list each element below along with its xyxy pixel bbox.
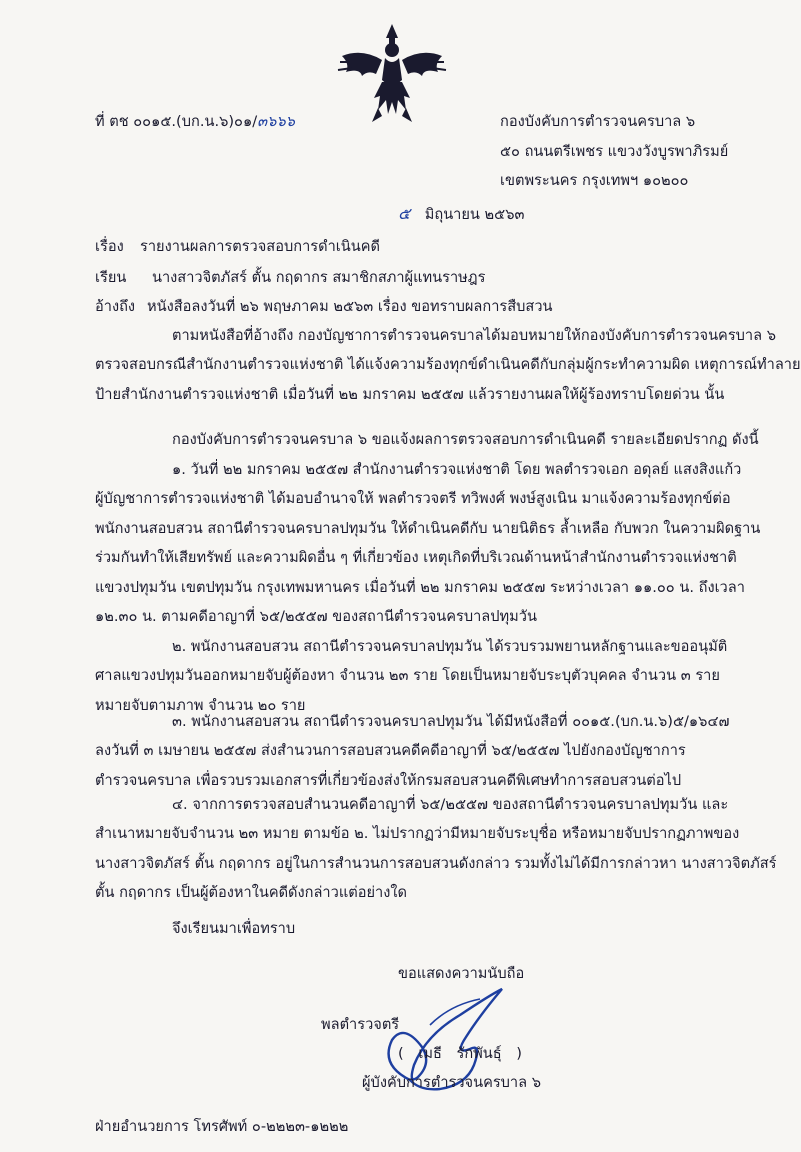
paragraph-line: ศาลแขวงปทุมวันออกหมายจับผู้ต้องหา จำนวน ๒๓ ราย โดยเป็นหมายจับระบุตัวบุคคล จำนวน ๓ ราย <box>95 667 720 685</box>
paragraph-line: กองบังคับการตำรวจนครบาล ๖ ขอแจ้งผลการตรวจสอบการดำเนินคดี รายละเอียดปรากฏ ดังนี้ <box>172 431 759 448</box>
date-month-year: มิถุนายน ๒๕๖๓ <box>424 206 525 223</box>
paragraph-line: หมายจับตามภาพ จำนวน ๒๐ ราย <box>95 696 306 714</box>
item-1 <box>95 455 761 631</box>
paragraph-line: ลงวันที่ ๓ เมษายน ๒๕๕๗ ส่งสำนวนการสอบสวนคดีคดีอาญาที่ ๖๕/๒๕๕๗ ไปยังกองบัญชาการ <box>95 742 686 760</box>
org-line-1: กองบังคับการตำรวจนครบาล ๖ <box>500 113 696 130</box>
item-4 <box>95 790 777 908</box>
org-line-2: ๕๐ ถนนตรีเพชร แขวงวังบูรพาภิรมย์ <box>500 143 729 160</box>
paragraph-line: ๔. จากการตรวจสอบสำนวนคดีอาญาที่ ๖๕/๒๕๕๗ ของสถานีตำรวจนครบาลปทุมวัน และ <box>172 796 729 813</box>
ref-label: อ้างถึง <box>95 298 136 315</box>
reference-handwritten-number: ๓๖๖๖ <box>257 113 295 130</box>
paragraph-line: ตั้น กฤดากร เป็นผู้ต้องหาในคดีดังกล่าวแต่อย่างใด <box>95 884 407 902</box>
garuda-emblem-icon <box>332 18 452 128</box>
paragraph-line: ๒. พนักงานสอบสวน สถานีตำรวจนครบาลปทุมวัน ได้รวบรวมพยานหลักฐานและขออนุมัติ <box>172 638 728 655</box>
subject-label: เรื่อง <box>95 238 124 255</box>
paragraph-line: ตามหนังสือที่อ้างถึง กองบัญชาการตำรวจนครบาลได้มอบหมายให้กองบังคับการตำรวจนครบาล ๖ <box>172 327 776 344</box>
signatory-name: ( เมธี รักพันธุ์ ) <box>398 1045 522 1062</box>
paragraph-line: พนักงานสอบสวน สถานีตำรวจนครบาลปทุมวัน ให้ดำเนินคดีกับ นายนิติธร ล้ำเหลือ กับพวก ในความผิดฐาน <box>95 519 761 537</box>
closing-line: จึงเรียนมาเพื่อทราบ <box>172 920 296 937</box>
regards-line: ขอแสดงความนับถือ <box>398 965 525 982</box>
paragraph-intro <box>95 321 801 409</box>
org-line-3: เขตพระนคร กรุงเทพฯ ๑๐๒๐๐ <box>500 172 689 189</box>
ref-text: หนังสือลงวันที่ ๒๖ พฤษภาคม ๒๕๖๓ เรื่อง ขอทราบผลการสืบสวน <box>147 298 553 315</box>
paragraph-line: แขวงปทุมวัน เขตปทุมวัน กรุงเทพมหานคร เมื่อวันที่ ๒๒ มกราคม ๒๕๕๗ ระหว่างเวลา ๑๑.๐๐ น. ถึงเวลา <box>95 578 745 596</box>
paragraph-line: ตรวจสอบกรณีสำนักงานตำรวจแห่งชาติ ได้แจ้งความร้องทุกข์ดำเนินคดีกับกลุ่มผู้กระทำความผิด เหตุการณ์ทำลาย <box>95 356 801 374</box>
paragraph-line: ป้ายสำนักงานตำรวจแห่งชาติ เมื่อวันที่ ๒๒ มกราคม ๒๕๕๗ แล้วรายงานผลให้ผู้ร้องทราบโดยด่วน นั้น <box>95 385 725 403</box>
letter-date <box>398 206 524 223</box>
paragraph-line: ร่วมกันทำให้เสียทรัพย์ และความผิดอื่น ๆ ที่เกี่ยวข้อง เหตุเกิดที่บริเวณด้านหน้าสำนักงานตำรวจแห่งชาติ <box>95 549 737 567</box>
paragraph-line: ตำรวจนครบาล เพื่อรวบรวมเอกสารที่เกี่ยวข้องส่งให้กรมสอบสวนคดีพิเศษทำการสอบสวนต่อไป <box>95 771 682 789</box>
subject-text: รายงานผลการตรวจสอบการดำเนินคดี <box>140 238 380 255</box>
date-day-handwritten: ๕ <box>398 204 411 223</box>
signatory-rank: พลตำรวจตรี <box>321 1016 400 1033</box>
signatory-position: ผู้บังคับการตำรวจนครบาล ๖ <box>362 1074 541 1091</box>
reference-prefix: ที่ ตช ๐๐๑๕.(บก.น.๖)๐๑/ <box>95 113 258 130</box>
paragraph-line: ๑๒.๓๐ น. ตามคดีอาญาที่ ๖๕/๒๕๕๗ ของสถานีตำรวจนครบาลปทุมวัน <box>95 607 537 625</box>
footer-contact: ฝ่ายอำนวยการ โทรศัพท์ ๐-๒๒๒๓-๑๒๒๒ <box>95 1118 349 1135</box>
reference-number <box>95 115 295 130</box>
paragraph-line: ๓. พนักงานสอบสวน สถานีตำรวจนครบาลปทุมวัน ได้มีหนังสือที่ ๐๐๑๕.(บก.น.๖)๕/๑๖๔๗ <box>172 713 730 730</box>
to-label: เรียน <box>95 269 127 286</box>
paragraph-line: ผู้บัญชาการตำรวจแห่งชาติ ได้มอบอำนาจให้ พลตำรวจตรี ทวิพงศ์ พงษ์สูงเนิน มาแจ้งความร้องทุกข์ต่อ <box>95 490 731 508</box>
paragraph-notice <box>95 425 759 454</box>
paragraph-line: นางสาวจิตภัสร์ ตั้น กฤดากร อยู่ในการสำนวนการสอบสวนดังกล่าว รวมทั้งไม่ได้มีการกล่าวหา นางสาวจิตภัสร์ <box>95 854 777 872</box>
paragraph-line: ๑. วันที่ ๒๒ มกราคม ๒๕๕๗ สำนักงานตำรวจแห่งชาติ โดย พลตำรวจเอก อดุลย์ แสงสิงแก้ว <box>172 461 742 478</box>
to-text: นางสาวจิตภัสร์ ตั้น กฤดากร สมาชิกสภาผู้แทนราษฎร <box>152 269 486 286</box>
item-3 <box>95 707 730 795</box>
paragraph-line: สำเนาหมายจับจำนวน ๒๓ หมาย ตามข้อ ๒. ไม่ปรากฏว่ามีหมายจับระบุชื่อ หรือหมายจับปรากฏภาพของ <box>95 825 740 843</box>
